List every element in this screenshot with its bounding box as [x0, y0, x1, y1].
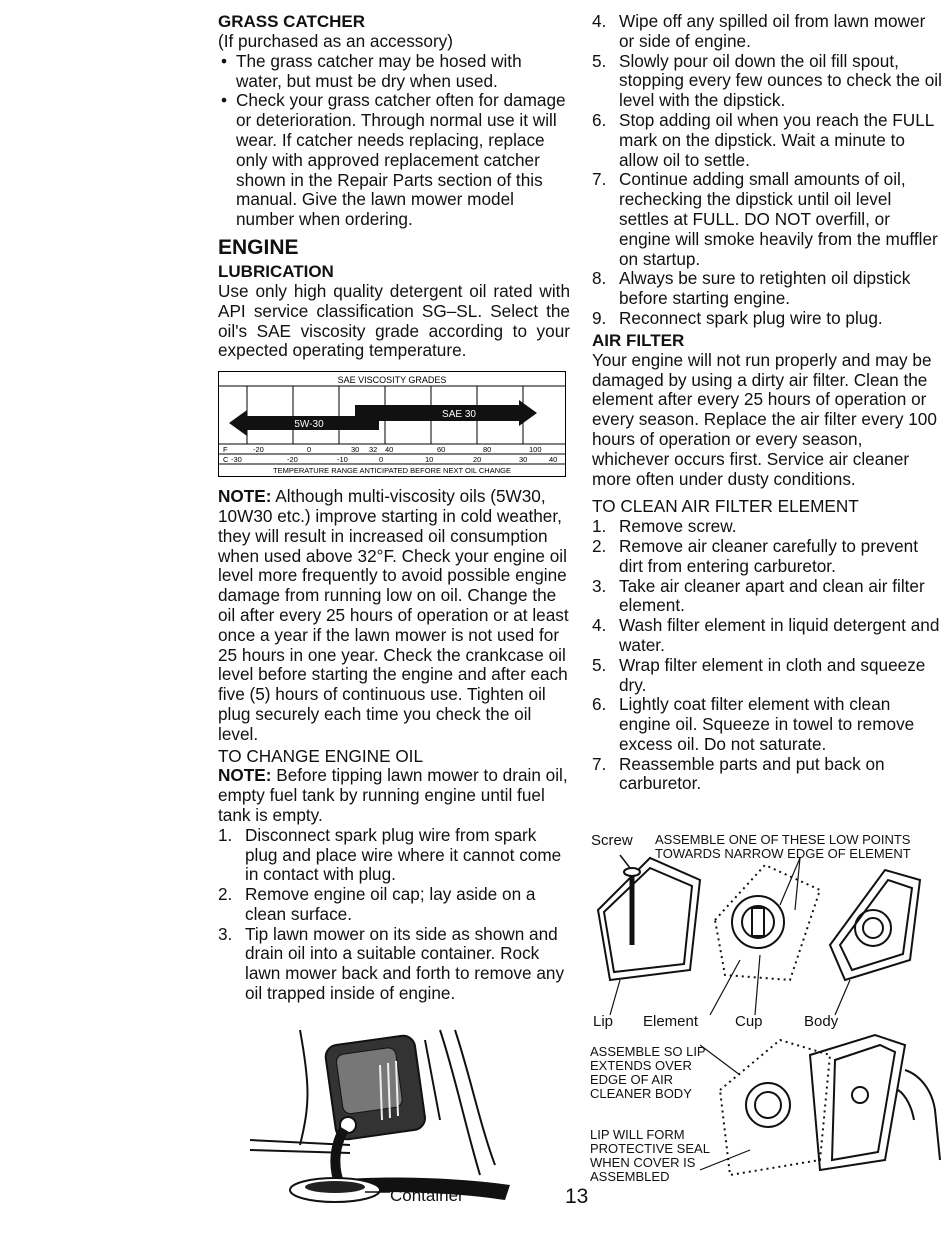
f-tick: 80 — [483, 445, 492, 455]
list-item: 4. Wipe off any spilled oil from lawn mower or side of engine. — [592, 11, 926, 51]
air-filter-assembled-illustration — [700, 1030, 945, 1180]
list-item: 2. Remove air cleaner carefully to prevent dirt from entering carburetor. — [592, 535, 919, 576]
fig-assemble-low-label: ASSEMBLE ONE OF THESE LOW POINTS TOWARDS NARROW EDGE OF ELEMENT — [655, 832, 911, 861]
fig-cup-label: Cup — [735, 1013, 763, 1030]
fig-screw-label: Screw — [591, 832, 633, 849]
f-tick: 60 — [437, 445, 446, 455]
list-item: 2. Remove engine oil cap; lay aside on a clean surface. — [218, 884, 536, 924]
page-number: 13 — [565, 1185, 589, 1208]
grass-catcher-note: (If purchased as an accessory) — [218, 31, 454, 51]
note-label: NOTE: — [218, 765, 272, 786]
c-label: C — [223, 455, 229, 465]
c-tick: -20 — [287, 455, 298, 465]
note-text: Before tipping lawn mower to drain oil, empty fuel tank by running engine until fuel tank is empty. — [218, 765, 568, 825]
oil-drain-illustration — [240, 1025, 540, 1210]
list-item: 6. Stop adding oil when you reach the FULL mark on the dipstick. Wait a minute to allow oil to settle. — [592, 109, 934, 170]
chart-title: SAE VISCOSITY GRADES — [337, 375, 447, 386]
list-item: 6. Lightly coat filter element with clean engine oil. Squeeze in towel to remove excess oil. Do not saturate. — [592, 694, 915, 754]
list-item: 3. Take air cleaner apart and clean air filter element. — [592, 575, 925, 616]
list-item: 7. Reassemble parts and put back on carburetor. — [592, 753, 885, 794]
air-filter-parts-illustration — [590, 850, 940, 1030]
clean-filter-steps — [592, 517, 942, 794]
fig-lip-label: Lip — [593, 1013, 614, 1030]
c-tick: 20 — [473, 455, 482, 465]
fig-body-label: Body — [804, 1013, 839, 1030]
list-item: 5. Wrap filter element in cloth and squeeze dry. — [592, 654, 926, 695]
change-oil-steps-left — [218, 826, 570, 1004]
container-label: Container — [390, 1186, 464, 1205]
viscosity-chart — [218, 371, 566, 477]
c-tick: 30 — [519, 455, 528, 465]
chart-footer: TEMPERATURE RANGE ANTICIPATED BEFORE NEXT OIL CHANGE — [273, 466, 511, 476]
f-tick: -20 — [253, 445, 264, 455]
grass-catcher-title: GRASS CATCHER — [218, 12, 366, 31]
c-axis — [223, 455, 557, 464]
c-tick: 10 — [425, 455, 434, 465]
c-tick: 0 — [379, 455, 384, 465]
list-item: 1. Disconnect spark plug wire from spark plug and place wire where it cannot come in contact with plug. — [218, 824, 562, 885]
viscosity-chart-svg — [219, 372, 565, 476]
fig-element-label: Element — [643, 1013, 699, 1030]
engine-title: ENGINE — [218, 235, 299, 259]
list-item: 9. Reconnect spark plug wire to plug. — [592, 307, 883, 328]
list-item: • Check your grass catcher often for damage or deterioration. Through normal use it will wear. If catcher needs replacing, replace only with approved replacement catcher shown in the Repair Parts section of this manual. Give the lawn mower model number when ordering. — [218, 91, 570, 230]
list-item: 8. Always be sure to retighten oil dipstick before starting engine. — [592, 268, 911, 309]
lubrication-text: Use only high quality detergent oil rated with API service classification SG–SL. Select the oil's SAE viscosity grade according to your expected operating temperature. — [218, 280, 570, 361]
grass-catcher-bullets — [218, 52, 570, 230]
f-tick: 40 — [385, 445, 394, 455]
list-item: 5. Slowly pour oil down the oil fill spout, stopping every few ounces to check the oil level with the dipstick. — [592, 50, 942, 111]
note-text: Although multi-viscosity oils (5W30, 10W30 etc.) improve starting in cold weather, they will result in increased oil consumption when used above 32°F. Check your engine oil level more frequently to avoid possible engine damage from running low on oil. Change the oil after every 25 hours of operation or at least once a year if the lawn mower is not used for 25 hours in one year. Check the crankcase oil level before starting the engine and after each five (5) hours of continuous use. Tighten oil plug securely each time you check the oil level. — [218, 486, 569, 744]
sae30-label: SAE 30 — [442, 409, 476, 421]
c-tick: -30 — [231, 455, 242, 465]
change-oil-steps-right — [592, 12, 942, 329]
f-tick: 30 — [351, 445, 360, 455]
clean-filter-title: TO CLEAN AIR FILTER ELEMENT — [592, 496, 859, 517]
f-axis — [223, 445, 542, 454]
air-filter-text: Your engine will not run properly and may be damaged by using a dirty air filter. Clean the element after every 25 hours of operation or every season. Replace the air filter every 100 hours of operation or every season, whichever occurs first. Service air cleaner more often under dusty conditions. — [592, 349, 937, 489]
list-item: 7. Continue adding small amounts of oil, rechecking the dipstick until oil level settles at FULL. DO NOT overfill, or engine will smoke heavily from the muffler on startup. — [592, 169, 938, 269]
change-oil-title: TO CHANGE ENGINE OIL — [218, 745, 424, 766]
f-tick: 0 — [307, 445, 312, 455]
f-label: F — [223, 445, 228, 455]
c-tick: 40 — [549, 455, 558, 465]
list-item: • The grass catcher may be hosed with water, but must be dry when used. — [218, 52, 570, 92]
f-tick: 32 — [369, 445, 378, 455]
lubrication-title: LUBRICATION — [218, 261, 334, 281]
fig-lip-seal-label: LIP WILL FORM PROTECTIVE SEAL WHEN COVER IS ASSEMBLED — [590, 1127, 710, 1184]
engine-note — [218, 487, 570, 744]
list-item: 3. Tip lawn mower on its side as shown and drain oil into a suitable container. Rock lawn mower back and forth to remove any oil trapped inside of engine. — [218, 923, 565, 1004]
air-filter-title: AIR FILTER — [592, 330, 685, 350]
change-oil-note — [218, 766, 570, 825]
w530-label: 5W-30 — [294, 419, 324, 431]
c-tick: -10 — [337, 455, 348, 465]
right-column — [592, 12, 942, 794]
list-item: 1. Remove screw. — [592, 516, 737, 537]
list-item: 4. Wash filter element in liquid detergent and water. — [592, 615, 940, 655]
fig-assemble-lip-label: ASSEMBLE SO LIP EXTENDS OVER EDGE OF AIR CLEANER BODY — [590, 1044, 706, 1101]
left-column — [218, 12, 570, 1004]
note-label: NOTE: — [218, 486, 272, 507]
f-tick: 100 — [529, 445, 542, 455]
